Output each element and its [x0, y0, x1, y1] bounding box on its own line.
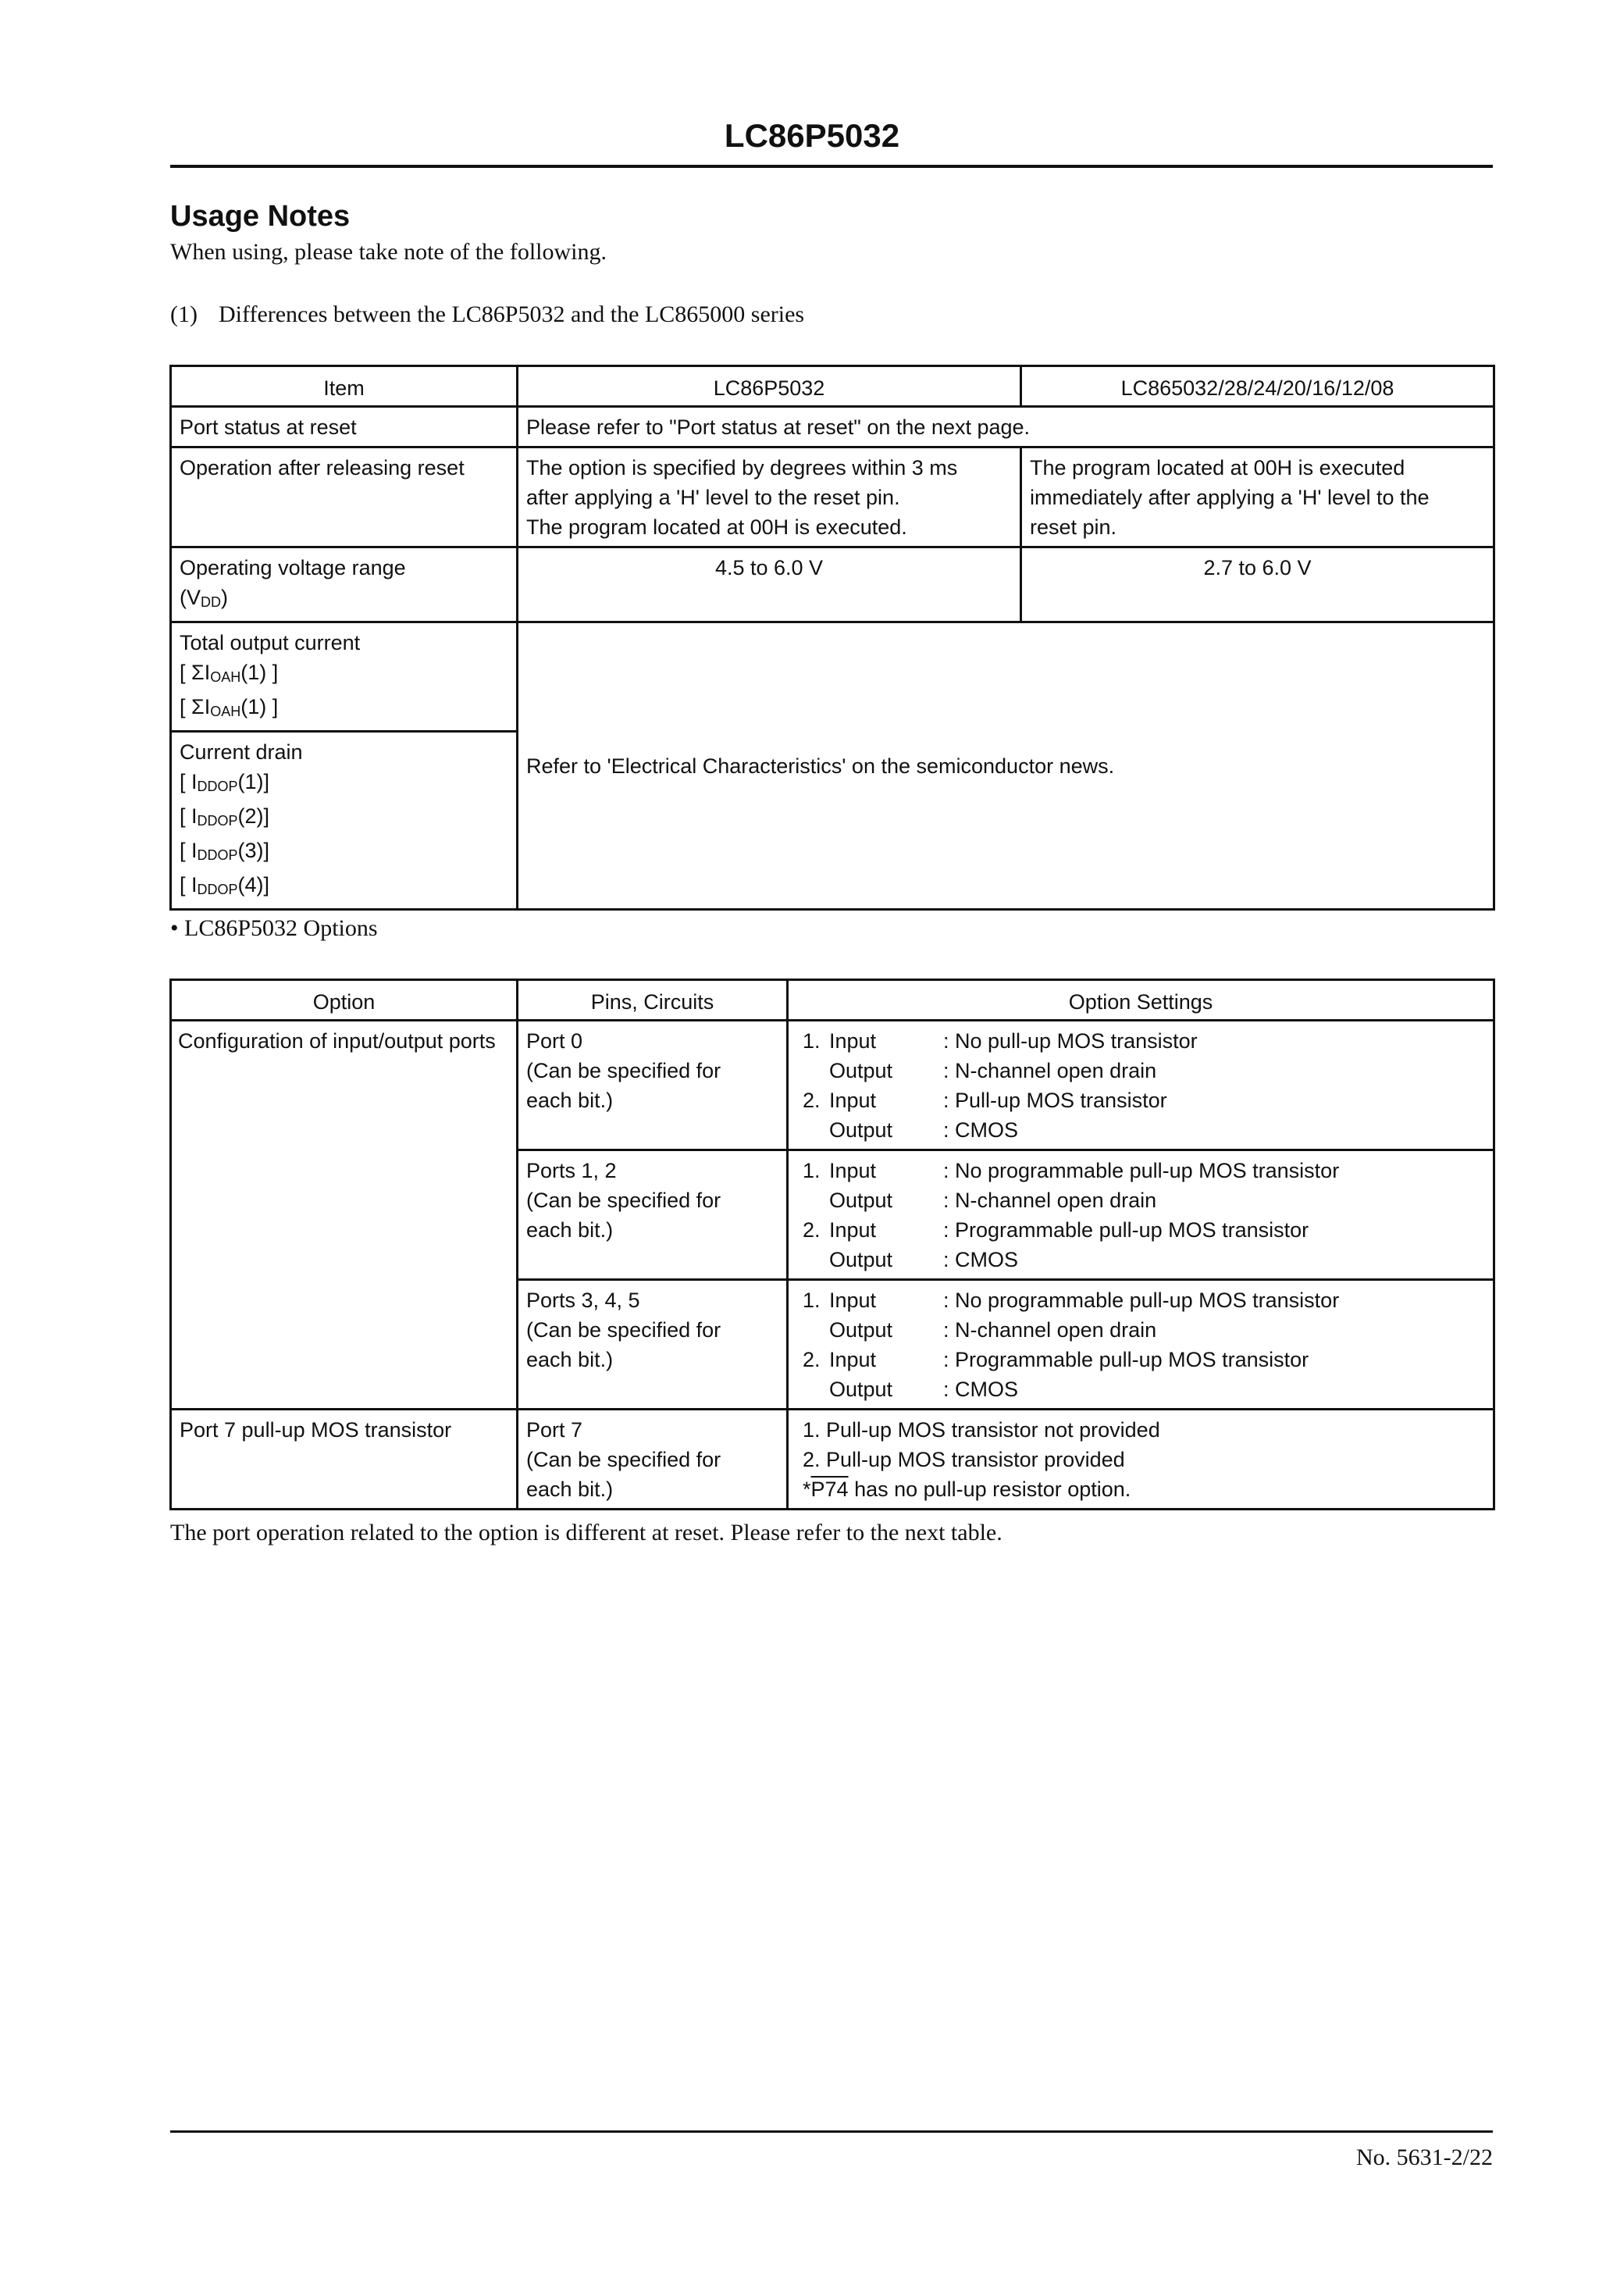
text-line: Operating voltage range: [180, 556, 406, 579]
setting-line: 2. Input : Programmable pull-up MOS transistor: [803, 1218, 1309, 1242]
usage-notes-heading: Usage Notes: [170, 200, 351, 233]
setting-line: 2. Pull-up MOS transistor provided: [803, 1448, 1125, 1471]
section-title-text: Differences between the LC86P5032 and the LC865000 series: [219, 301, 805, 327]
item-operating-voltage: [171, 547, 518, 622]
operation-series: [1021, 447, 1494, 547]
setting-line: Output : CMOS: [829, 1118, 1019, 1142]
header-lc865000-series: LC865032/28/24/20/16/12/08: [1021, 366, 1494, 407]
page-number: No. 5631-2/22: [1356, 2144, 1493, 2170]
text-line: Total output current: [180, 631, 361, 654]
p74-pin: P74: [810, 1478, 849, 1501]
item-current-drain: [171, 732, 518, 910]
setting-line: Output : N-channel open drain: [829, 1059, 1157, 1082]
differences-header-row: [171, 366, 1494, 407]
operation-p5032: [518, 447, 1021, 547]
table-row: [171, 547, 1494, 622]
item-port-status: Port status at reset: [171, 407, 518, 447]
options-heading: • LC86P5032 Options: [170, 915, 378, 941]
setting-line: Output : N-channel open drain: [829, 1318, 1157, 1342]
header-item: Item: [171, 366, 518, 407]
setting-line: 2. Input : Pull-up MOS transistor: [803, 1089, 1167, 1112]
pins-port-7: Port 7 (Can be specified for each bit.): [518, 1410, 788, 1510]
header-option-settings: Option Settings: [788, 980, 1494, 1021]
setting-line: Output : N-channel open drain: [829, 1189, 1157, 1212]
usage-notes-intro: When using, please take note of the following.: [170, 239, 607, 265]
options-table: [169, 979, 1495, 1510]
setting-line: 1. Input : No pull-up MOS transistor: [803, 1029, 1198, 1053]
setting-line: Output : CMOS: [829, 1378, 1019, 1401]
settings-ports-3-4-5: [788, 1280, 1494, 1410]
output-current-symbol: [ ΣIOAH(1) ]: [180, 695, 279, 719]
section-number: (1): [170, 301, 198, 327]
document-title: LC86P5032: [724, 117, 900, 154]
table-row: [171, 1021, 1494, 1150]
options-footnote: The port operation related to the option is different at reset. Please refer to the next table.: [170, 1520, 1003, 1545]
title-rule: [170, 165, 1493, 168]
text-line: immediately after applying a 'H' level to the: [1030, 486, 1430, 509]
current-drain-symbol: [ IDDOP(1)]: [180, 770, 270, 794]
voltage-series: 2.7 to 6.0 V: [1021, 547, 1494, 622]
settings-port-7: [788, 1410, 1494, 1510]
settings-port-0: [788, 1021, 1494, 1150]
text-line: reset pin.: [1030, 515, 1117, 539]
setting-line: 1. Pull-up MOS transistor not provided: [803, 1418, 1160, 1442]
current-drain-symbol: [ IDDOP(4)]: [180, 873, 270, 897]
option-port-7-pullup: Port 7 pull-up MOS transistor: [171, 1410, 518, 1510]
header-pins-circuits: Pins, Circuits: [518, 980, 788, 1021]
table-row: [171, 1410, 1494, 1510]
item-total-output-current: [171, 622, 518, 732]
pins-ports-3-4-5: Ports 3, 4, 5 (Can be specified for each bit.): [518, 1280, 788, 1410]
voltage-symbol: (VDD): [180, 586, 229, 610]
section-1-title: [170, 301, 804, 328]
setting-line: 1. Input : No programmable pull-up MOS transistor: [803, 1159, 1340, 1182]
setting-line: Output : CMOS: [829, 1248, 1019, 1271]
options-header-row: [171, 980, 1494, 1021]
footer-rule: [170, 2130, 1493, 2133]
port-status-value: Please refer to "Port status at reset" on the next page.: [518, 407, 1494, 447]
voltage-p5032: 4.5 to 6.0 V: [518, 547, 1021, 622]
table-row: [171, 407, 1494, 447]
differences-table: [169, 365, 1495, 911]
pins-port-0: Port 0 (Can be specified for each bit.): [518, 1021, 788, 1150]
setting-line: 2. Input : Programmable pull-up MOS transistor: [803, 1348, 1309, 1371]
header-option: Option: [171, 980, 518, 1021]
text-line: Current drain: [180, 740, 303, 764]
p74-note: *P74 has no pull-up resistor option.: [803, 1478, 1131, 1501]
text-line: The program located at 00H is executed: [1030, 456, 1405, 479]
settings-ports-1-2: [788, 1150, 1494, 1280]
header-lc86p5032: LC86P5032: [518, 366, 1021, 407]
output-current-symbol: [ ΣIOAH(1) ]: [180, 661, 279, 685]
refer-electrical-characteristics: Refer to 'Electrical Characteristics' on the semiconductor news.: [518, 622, 1494, 910]
text-line: The program located at 00H is executed.: [526, 515, 907, 539]
pins-ports-1-2: Ports 1, 2 (Can be specified for each bit.): [518, 1150, 788, 1280]
table-row: [171, 447, 1494, 547]
current-drain-symbol: [ IDDOP(3)]: [180, 839, 270, 863]
option-io-config: Configuration of input/output ports: [171, 1021, 518, 1410]
current-drain-symbol: [ IDDOP(2)]: [180, 804, 270, 829]
text-line: The option is specified by degrees within 3 ms: [526, 456, 958, 479]
table-row: [171, 622, 1494, 732]
setting-line: 1. Input : No programmable pull-up MOS transistor: [803, 1289, 1340, 1312]
text-line: after applying a 'H' level to the reset pin.: [526, 486, 900, 509]
item-operation-after-reset: Operation after releasing reset: [171, 447, 518, 547]
